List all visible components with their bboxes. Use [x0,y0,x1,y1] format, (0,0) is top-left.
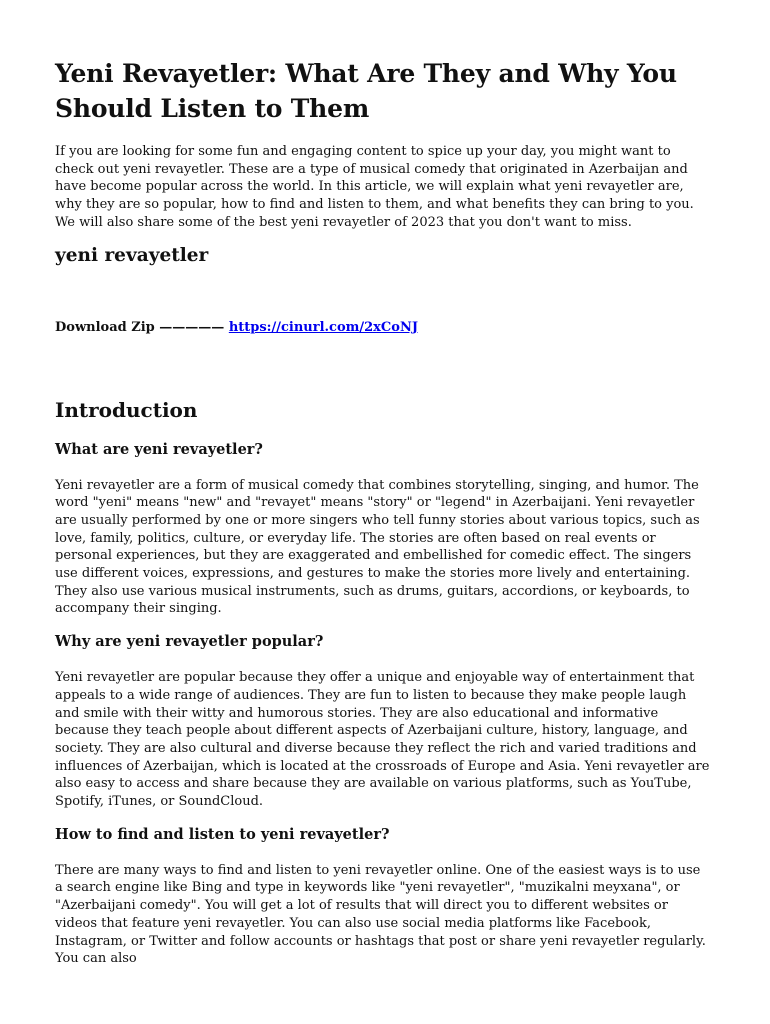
keyword-heading: yeni revayetler [55,244,209,266]
section-text-what: Yeni revayetler are a form of musical comedy that combines storytelling, singing, and humor. The word "yeni" means "new" and "revayet" means "story" or "legend" in Azerbaijani. Yeni revayetler are usually performed by one or more singers who tell funny stories about various topics, such as love, family, politics, culture, or everyday life. The stories are often based on real events or personal experiences, but they are exaggerated and embellished for comedic effect. The singers use different voices, expressions, and gestures to make the stories more lively and entertaining. They also use various musical instruments, such as drums, guitars, accordions, or keyboards, to accompany their singing. [55,477,700,617]
introduction-heading: Introduction [55,397,198,422]
section-text-how: There are many ways to find and listen to yeni revayetler online. One of the easiest ways is to use a search engine like Bing and type in keywords like "yeni revayetler", "muzikalni meyxana", or "Azerbaijani comedy". You will get a lot of results that will direct you to different websites or videos that feature yeni revayetler. You can also use social media platforms like Facebook, Instagram, or Twitter and follow accounts or hashtags that post or share yeni revayetler regularly. You can also [55,862,706,967]
download-line [55,319,710,337]
section-heading-how: How to find and listen to yeni revayetler? [55,825,390,843]
section-heading-what: What are yeni revayetler? [55,440,263,458]
intro-paragraph: If you are looking for some fun and engaging content to spice up your day, you might want to check out yeni revayetler. These are a type of musical comedy that originated in Azerbaijan and have become popular across the world. In this article, we will explain what yeni revayetler are, why they are so popular, how to find and listen to them, and what benefits they can bring to you. We will also share some of the best yeni revayetler of 2023 that you don't want to miss. [55,144,694,230]
article-title: Yeni Revayetler: What Are They and Why You Should Listen to Them [55,59,677,123]
download-label: Download Zip ————— [55,319,229,335]
document-page [55,56,710,968]
section-text-why: Yeni revayetler are popular because they offer a unique and enjoyable way of entertainment that appeals to a wide range of audiences. They are fun to listen to because they make people laugh and smile with their witty and humorous stories. They are also educational and informative because they teach people about different aspects of Azerbaijani culture, history, language, and society. They are also cultural and diverse because they reflect the rich and varied traditions and influences of Azerbaijan, which is located at the crossroads of Europe and Asia. Yeni revayetler are also easy to access and share because they are available on various platforms, such as YouTube, Spotify, iTunes, or SoundCloud. [55,670,710,810]
download-link[interactable]: https://cinurl.com/2xCoNJ [228,319,418,335]
section-heading-why: Why are yeni revayetler popular? [55,633,324,651]
